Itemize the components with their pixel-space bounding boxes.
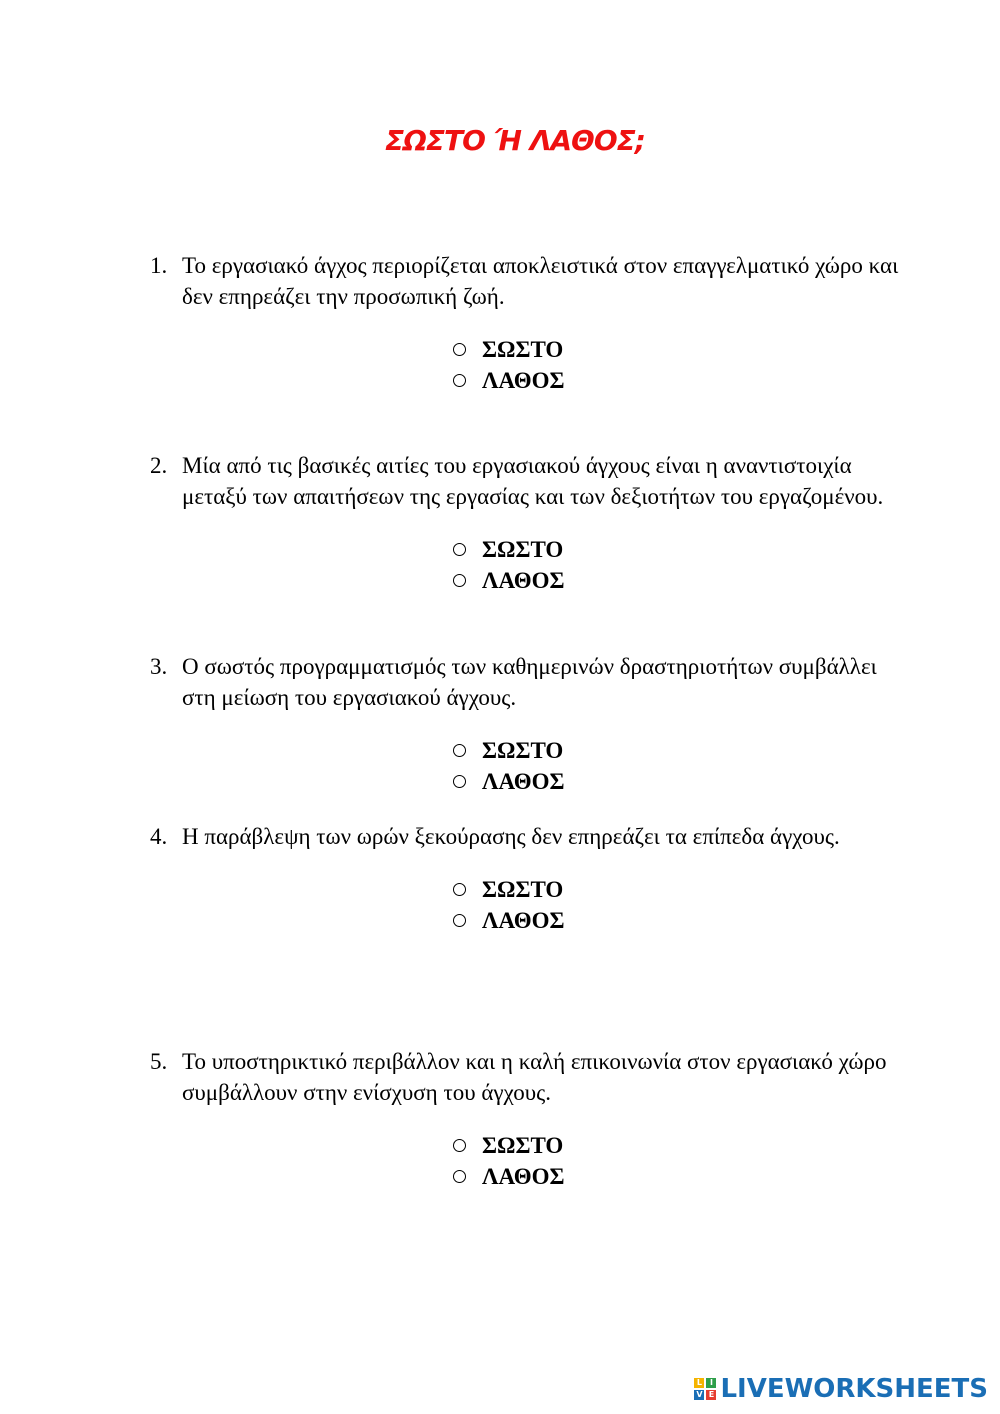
- radio-circle-icon[interactable]: [453, 1170, 466, 1183]
- option-true[interactable]: [451, 534, 910, 565]
- answer-options: [451, 534, 910, 596]
- brand-name: LIVEWORKSHEETS: [720, 1374, 988, 1404]
- question-number: 2.: [150, 453, 168, 478]
- answer-options: [451, 874, 910, 936]
- question-5: [150, 1046, 910, 1192]
- option-label: ΣΩΣΤΟ: [482, 337, 564, 362]
- radio-circle-icon[interactable]: [453, 374, 466, 387]
- option-label: ΛΑΘΟΣ: [482, 1164, 565, 1189]
- question-text: Το εργασιακό άγχος περιορίζεται αποκλειστικά στον επαγγελματικό χώρο και δεν επηρεάζει την προσωπική ζωή.: [182, 253, 899, 309]
- option-label: ΣΩΣΤΟ: [482, 1133, 564, 1158]
- logo-cell: I: [706, 1378, 716, 1388]
- liveworksheets-logo: [694, 1371, 988, 1407]
- logo-grid-icon: [694, 1378, 716, 1400]
- radio-circle-icon[interactable]: [453, 543, 466, 556]
- option-false[interactable]: [451, 1161, 910, 1192]
- question-3: [150, 651, 910, 797]
- logo-cell: L: [694, 1378, 704, 1388]
- question-number: 5.: [150, 1049, 168, 1074]
- option-label: ΛΑΘΟΣ: [482, 908, 565, 933]
- logo-cell: V: [696, 1390, 703, 1399]
- option-label: ΛΑΘΟΣ: [482, 769, 565, 794]
- option-true[interactable]: [451, 334, 910, 365]
- question-4: [150, 821, 910, 936]
- radio-circle-icon[interactable]: [453, 343, 466, 356]
- question-number: 4.: [150, 824, 168, 849]
- answer-options: [451, 1130, 910, 1192]
- option-true[interactable]: [451, 874, 910, 905]
- option-false[interactable]: [451, 365, 910, 396]
- question-text: Ο σωστός προγραμματισμός των καθημερινών δραστηριοτήτων συμβάλλει στη μείωση του εργασιακού άγχους.: [182, 654, 877, 710]
- radio-circle-icon[interactable]: [453, 775, 466, 788]
- radio-circle-icon[interactable]: [453, 574, 466, 587]
- option-label: ΛΑΘΟΣ: [482, 568, 565, 593]
- option-label: ΣΩΣΤΟ: [482, 877, 564, 902]
- logo-cell: E: [706, 1390, 716, 1400]
- option-true[interactable]: [451, 735, 910, 766]
- question-text: Μία από τις βασικές αιτίες του εργασιακού άγχους είναι η αναντιστοιχία μεταξύ των απαιτήσεων της εργασίας και των δεξιοτήτων του εργαζομένου.: [182, 453, 884, 509]
- question-2: [150, 450, 910, 596]
- question-1: [150, 250, 910, 396]
- question-number: 1.: [150, 253, 168, 278]
- option-false[interactable]: [451, 565, 910, 596]
- radio-circle-icon[interactable]: [453, 914, 466, 927]
- question-text: Το υποστηρικτικό περιβάλλον και η καλή επικοινωνία στον εργασιακό χώρο συμβάλλουν στην ενίσχυση του άγχους.: [182, 1049, 887, 1105]
- option-label: ΣΩΣΤΟ: [482, 738, 564, 763]
- option-false[interactable]: [451, 766, 910, 797]
- question-text: Η παράβλεψη των ωρών ξεκούρασης δεν επηρεάζει τα επίπεδα άγχους.: [182, 824, 840, 849]
- radio-circle-icon[interactable]: [453, 883, 466, 896]
- option-label: ΛΑΘΟΣ: [482, 368, 565, 393]
- answer-options: [451, 735, 910, 797]
- answer-options: [451, 334, 910, 396]
- question-number: 3.: [150, 654, 168, 679]
- option-label: ΣΩΣΤΟ: [482, 537, 564, 562]
- radio-circle-icon[interactable]: [453, 1139, 466, 1152]
- option-false[interactable]: [451, 905, 910, 936]
- page-title: ΣΩΣΤΟ Ή ΛΑΘΟΣ;: [385, 124, 645, 157]
- option-true[interactable]: [451, 1130, 910, 1161]
- radio-circle-icon[interactable]: [453, 744, 466, 757]
